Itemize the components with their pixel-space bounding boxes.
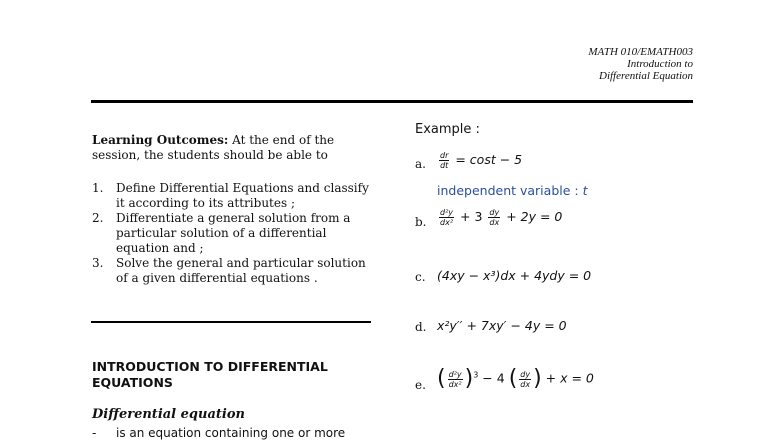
example-b-equation: $\frac{\text{d²y}}{\text{dx²}}$ + 3 $\frac{dy}{dx}$ + 2y = 0	[440, 208, 563, 227]
list-item-text: Solve the general and particular solution of a given differential equations .	[116, 256, 366, 285]
learning-outcomes-label: Learning Outcomes:	[92, 133, 229, 147]
header-divider	[91, 100, 693, 103]
section-divider	[91, 321, 371, 323]
example-b-label: b.	[415, 215, 427, 229]
list-item-text: Define Differential Equations and classify it according to its attributes ;	[116, 181, 369, 210]
course-title-line2: Differential Equation	[599, 70, 693, 82]
definition-dash: -	[92, 426, 97, 440]
fraction: $\frac{dr}{dt}$	[440, 151, 449, 170]
list-item	[92, 211, 374, 256]
example-a-equation: $\frac{dr}{dt}$ = cost − 5	[440, 151, 523, 170]
list-item-text: Differentiate a general solution from a particular solution of a differential equation and ;	[116, 211, 351, 255]
list-item-number: 2.	[92, 211, 104, 225]
course-header	[588, 46, 693, 82]
course-title-line1: Introduction to	[627, 58, 693, 70]
section-title-line1: INTRODUCTION TO DIFFERENTIAL	[92, 359, 328, 374]
course-code: MATH 010/EMATH003	[588, 46, 693, 58]
definition-heading: Differential equation	[92, 407, 245, 422]
learning-outcomes-intro	[92, 133, 377, 163]
example-c-label: c.	[415, 270, 426, 284]
example-c-equation: (4xy − x³)dx + 4ydy = 0	[437, 268, 592, 283]
example-e-equation: ( $\frac{\text{d²y}}{\text{dx²}}$ )$^3$ − 4 ( $\frac{dy}{dx}$ ) + x = 0	[437, 366, 594, 391]
list-item-number: 1.	[92, 181, 104, 195]
example-e-label: e.	[415, 378, 426, 392]
list-item	[92, 256, 374, 286]
definition-text: is an equation containing one or more	[116, 426, 346, 440]
independent-variable-note: independent variable : t	[437, 183, 588, 198]
list-item-number: 3.	[92, 256, 104, 270]
learning-outcomes-list	[92, 181, 374, 286]
section-title-line2: EQUATIONS	[92, 375, 173, 390]
example-a-label: a.	[415, 157, 426, 171]
learning-outcomes-text: At the end of the session, the students should be able to	[92, 133, 335, 162]
section-title	[92, 359, 328, 391]
example-d-label: d.	[415, 320, 427, 334]
example-title: Example :	[415, 122, 480, 137]
list-item	[92, 181, 374, 211]
definition-item	[92, 426, 345, 440]
example-d-equation: x²y′′ + 7xy′ − 4y = 0	[437, 318, 567, 333]
